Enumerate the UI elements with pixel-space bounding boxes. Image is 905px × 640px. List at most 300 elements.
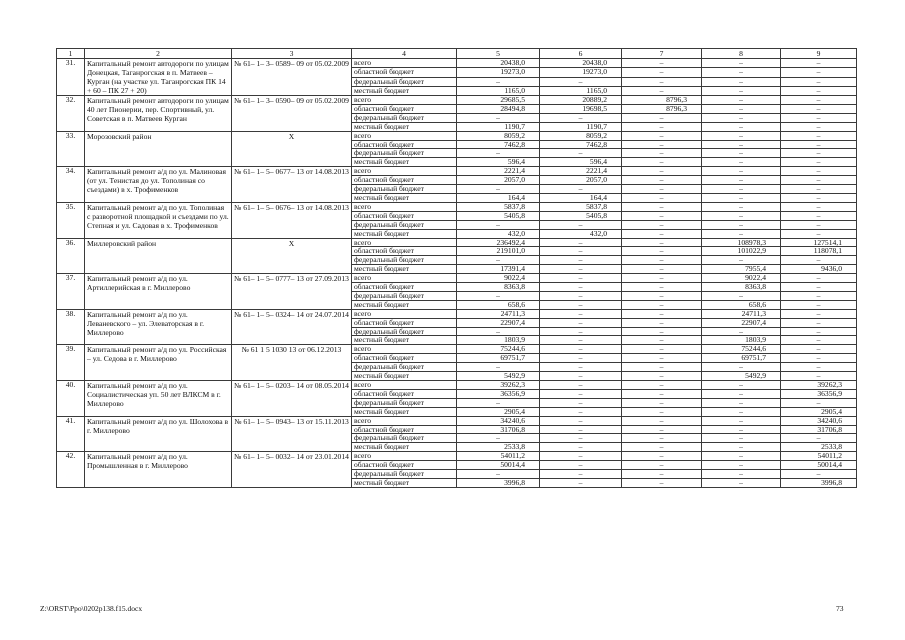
- funding-source: федеральный бюджет: [352, 398, 457, 407]
- expertise-document: № 61– 1– 5– 0032– 14 от 23.01.2014: [232, 452, 352, 488]
- funding-source: областной бюджет: [352, 389, 457, 398]
- amount-cell: –: [622, 238, 702, 247]
- amount-cell: –: [781, 149, 857, 158]
- amount-cell: 8059,2: [540, 131, 622, 140]
- page-number: 73: [836, 604, 844, 613]
- amount-cell: –: [622, 77, 702, 86]
- amount-cell: –: [702, 443, 781, 452]
- amount-cell: –: [781, 131, 857, 140]
- item-number: 32.: [57, 96, 85, 132]
- amount-cell: –: [622, 318, 702, 327]
- amount-cell: –: [622, 283, 702, 292]
- amount-cell: 164,4: [540, 193, 622, 202]
- amount-cell: –: [622, 149, 702, 158]
- amount-cell: –: [540, 185, 622, 194]
- column-number: 7: [622, 49, 702, 59]
- amount-cell: –: [622, 345, 702, 354]
- amount-cell: –: [781, 363, 857, 372]
- amount-cell: –: [540, 407, 622, 416]
- amount-cell: –: [702, 461, 781, 470]
- amount-cell: 1165,0: [457, 86, 540, 95]
- table-row: [57, 59, 857, 68]
- amount-cell: 2533,8: [457, 443, 540, 452]
- item-number: 42.: [57, 452, 85, 488]
- object-name: Капитальный ремонт а/д по ул. Шолохова в г. Миллерово: [85, 416, 232, 452]
- amount-cell: 22907,4: [702, 318, 781, 327]
- amount-cell: –: [781, 202, 857, 211]
- funding-source: федеральный бюджет: [352, 77, 457, 86]
- amount-cell: 20438,0: [457, 59, 540, 68]
- amount-cell: –: [781, 220, 857, 229]
- object-name: Капитальный ремонт а/д по ул. Промышленная в г. Миллерово: [85, 452, 232, 488]
- amount-cell: 31706,8: [457, 425, 540, 434]
- expertise-document: Х: [232, 238, 352, 274]
- amount-cell: –: [781, 336, 857, 345]
- amount-cell: –: [622, 300, 702, 309]
- amount-cell: –: [622, 131, 702, 140]
- amount-cell: 17391,4: [457, 265, 540, 274]
- funding-source: федеральный бюджет: [352, 113, 457, 122]
- amount-cell: 101022,9: [702, 247, 781, 256]
- amount-cell: –: [702, 291, 781, 300]
- amount-cell: –: [702, 478, 781, 487]
- funding-source: местный бюджет: [352, 407, 457, 416]
- funding-source: областной бюджет: [352, 461, 457, 470]
- amount-cell: –: [702, 193, 781, 202]
- funding-source: всего: [352, 131, 457, 140]
- amount-cell: –: [540, 336, 622, 345]
- amount-cell: 432,0: [540, 229, 622, 238]
- amount-cell: 7462,8: [457, 140, 540, 149]
- amount-cell: 1803,9: [457, 336, 540, 345]
- expertise-document: Х: [232, 131, 352, 167]
- amount-cell: –: [781, 274, 857, 283]
- amount-cell: –: [781, 122, 857, 131]
- funding-source: федеральный бюджет: [352, 434, 457, 443]
- amount-cell: –: [622, 470, 702, 479]
- table-row: [57, 274, 857, 283]
- amount-cell: –: [781, 77, 857, 86]
- funding-source: федеральный бюджет: [352, 470, 457, 479]
- column-number: 5: [457, 49, 540, 59]
- funding-source: местный бюджет: [352, 300, 457, 309]
- amount-cell: –: [540, 381, 622, 390]
- amount-cell: –: [622, 247, 702, 256]
- amount-cell: 54011,2: [781, 452, 857, 461]
- funding-source: областной бюджет: [352, 247, 457, 256]
- funding-source: областной бюджет: [352, 104, 457, 113]
- amount-cell: 2221,4: [540, 167, 622, 176]
- amount-cell: –: [540, 345, 622, 354]
- amount-cell: –: [702, 229, 781, 238]
- amount-cell: –: [781, 211, 857, 220]
- expertise-document: № 61 1 5 1030 13 от 06.12.2013: [232, 345, 352, 381]
- item-number: 38.: [57, 309, 85, 345]
- funding-source: всего: [352, 452, 457, 461]
- amount-cell: –: [622, 478, 702, 487]
- amount-cell: 34240,6: [457, 416, 540, 425]
- item-number: 33.: [57, 131, 85, 167]
- amount-cell: –: [622, 68, 702, 77]
- amount-cell: –: [781, 86, 857, 95]
- amount-cell: 29685,5: [457, 96, 540, 105]
- amount-cell: –: [702, 470, 781, 479]
- object-name: Миллеровский район: [85, 238, 232, 274]
- amount-cell: –: [702, 389, 781, 398]
- amount-cell: 75244,6: [702, 345, 781, 354]
- amount-cell: –: [540, 363, 622, 372]
- table-row: [57, 167, 857, 176]
- column-number-row: [57, 49, 857, 59]
- amount-cell: –: [622, 372, 702, 381]
- amount-cell: 31706,8: [781, 425, 857, 434]
- amount-cell: –: [540, 372, 622, 381]
- amount-cell: –: [540, 354, 622, 363]
- amount-cell: –: [622, 434, 702, 443]
- funding-source: всего: [352, 345, 457, 354]
- amount-cell: –: [622, 452, 702, 461]
- amount-cell: 8363,8: [457, 283, 540, 292]
- amount-cell: –: [622, 158, 702, 167]
- table-row: [57, 381, 857, 390]
- amount-cell: –: [702, 140, 781, 149]
- amount-cell: 5837,8: [457, 202, 540, 211]
- amount-cell: –: [622, 86, 702, 95]
- amount-cell: 22907,4: [457, 318, 540, 327]
- amount-cell: 1803,9: [702, 336, 781, 345]
- amount-cell: –: [702, 452, 781, 461]
- funding-source: местный бюджет: [352, 122, 457, 131]
- amount-cell: 39262,3: [457, 381, 540, 390]
- amount-cell: 2533,8: [781, 443, 857, 452]
- amount-cell: –: [702, 398, 781, 407]
- amount-cell: –: [702, 104, 781, 113]
- amount-cell: –: [781, 291, 857, 300]
- amount-cell: –: [702, 211, 781, 220]
- amount-cell: –: [781, 398, 857, 407]
- amount-cell: 2905,4: [781, 407, 857, 416]
- funding-source: всего: [352, 96, 457, 105]
- amount-cell: –: [702, 86, 781, 95]
- amount-cell: –: [540, 309, 622, 318]
- amount-cell: –: [702, 122, 781, 131]
- funding-source: всего: [352, 167, 457, 176]
- amount-cell: –: [622, 363, 702, 372]
- amount-cell: –: [702, 202, 781, 211]
- amount-cell: –: [781, 59, 857, 68]
- funding-source: федеральный бюджет: [352, 327, 457, 336]
- amount-cell: –: [622, 211, 702, 220]
- amount-cell: –: [622, 336, 702, 345]
- amount-cell: 7955,4: [702, 265, 781, 274]
- amount-cell: –: [702, 407, 781, 416]
- amount-cell: –: [540, 470, 622, 479]
- column-number: 6: [540, 49, 622, 59]
- amount-cell: 19273,0: [540, 68, 622, 77]
- amount-cell: –: [781, 68, 857, 77]
- amount-cell: –: [540, 434, 622, 443]
- amount-cell: –: [540, 389, 622, 398]
- amount-cell: –: [540, 291, 622, 300]
- funding-source: федеральный бюджет: [352, 291, 457, 300]
- funding-source: всего: [352, 416, 457, 425]
- amount-cell: –: [781, 372, 857, 381]
- amount-cell: –: [457, 327, 540, 336]
- amount-cell: 219101,0: [457, 247, 540, 256]
- amount-cell: –: [622, 407, 702, 416]
- amount-cell: –: [781, 345, 857, 354]
- amount-cell: 8059,2: [457, 131, 540, 140]
- object-name: Морозовский район: [85, 131, 232, 167]
- amount-cell: –: [781, 96, 857, 105]
- funding-source: местный бюджет: [352, 478, 457, 487]
- amount-cell: 3996,8: [781, 478, 857, 487]
- amount-cell: –: [702, 149, 781, 158]
- expertise-document: № 61– 1– 5– 0943– 13 от 15.11.2013: [232, 416, 352, 452]
- amount-cell: 2057,0: [540, 176, 622, 185]
- funding-source: всего: [352, 309, 457, 318]
- amount-cell: –: [457, 149, 540, 158]
- table-row: [57, 131, 857, 140]
- amount-cell: 7462,8: [540, 140, 622, 149]
- item-number: 36.: [57, 238, 85, 274]
- amount-cell: –: [540, 461, 622, 470]
- amount-cell: –: [540, 327, 622, 336]
- object-name: Капитальный ремонт автодороги по улицам Донецкая, Таганрогская в п. Матвеев – Курган (на участке ул. Таганрогская ПК 14 + 60 – ПК 27 + 20): [85, 59, 232, 96]
- amount-cell: –: [540, 283, 622, 292]
- amount-cell: –: [622, 327, 702, 336]
- amount-cell: –: [781, 283, 857, 292]
- funding-source: всего: [352, 381, 457, 390]
- funding-source: областной бюджет: [352, 425, 457, 434]
- amount-cell: –: [781, 176, 857, 185]
- amount-cell: –: [702, 131, 781, 140]
- funding-source: местный бюджет: [352, 229, 457, 238]
- amount-cell: –: [540, 452, 622, 461]
- item-number: 39.: [57, 345, 85, 381]
- amount-cell: –: [540, 238, 622, 247]
- funding-source: местный бюджет: [352, 193, 457, 202]
- amount-cell: –: [457, 434, 540, 443]
- amount-cell: –: [457, 113, 540, 122]
- amount-cell: –: [622, 229, 702, 238]
- amount-cell: –: [781, 104, 857, 113]
- amount-cell: –: [702, 434, 781, 443]
- amount-cell: 2905,4: [457, 407, 540, 416]
- amount-cell: –: [622, 193, 702, 202]
- expertise-document: № 61– 1– 3– 0590– 09 от 05.02.2009: [232, 96, 352, 132]
- funding-source: местный бюджет: [352, 265, 457, 274]
- amount-cell: –: [702, 59, 781, 68]
- amount-cell: 9022,4: [702, 274, 781, 283]
- amount-cell: –: [781, 229, 857, 238]
- amount-cell: 36356,9: [457, 389, 540, 398]
- table-row: [57, 452, 857, 461]
- amount-cell: 69751,7: [702, 354, 781, 363]
- table-row: [57, 416, 857, 425]
- table-row: [57, 202, 857, 211]
- amount-cell: 39262,3: [781, 381, 857, 390]
- funding-source: областной бюджет: [352, 318, 457, 327]
- amount-cell: –: [457, 398, 540, 407]
- amount-cell: –: [781, 300, 857, 309]
- amount-cell: 432,0: [457, 229, 540, 238]
- object-name: Капитальный ремонт а/д по ул. Малиновая (от ул. Тенистая до ул. Тополиная со съездами) в х. Трофименков: [85, 167, 232, 203]
- amount-cell: –: [702, 68, 781, 77]
- amount-cell: –: [622, 389, 702, 398]
- funding-source: областной бюджет: [352, 176, 457, 185]
- amount-cell: –: [622, 265, 702, 274]
- object-name: Капитальный ремонт а/д по ул. Тополиная с разворотной площадкой и съездами по ул. Степная и ул. Садовая в х. Трофименков: [85, 202, 232, 238]
- expertise-document: № 61– 1– 5– 0676– 13 от 14.08.2013: [232, 202, 352, 238]
- funding-source: местный бюджет: [352, 372, 457, 381]
- funding-source: областной бюджет: [352, 354, 457, 363]
- funding-source: областной бюджет: [352, 68, 457, 77]
- amount-cell: –: [702, 256, 781, 265]
- amount-cell: 34240,6: [781, 416, 857, 425]
- amount-cell: –: [622, 291, 702, 300]
- amount-cell: –: [622, 274, 702, 283]
- amount-cell: –: [702, 416, 781, 425]
- amount-cell: –: [540, 256, 622, 265]
- amount-cell: –: [540, 265, 622, 274]
- amount-cell: 164,4: [457, 193, 540, 202]
- amount-cell: –: [622, 256, 702, 265]
- expertise-document: № 61– 1– 5– 0203– 14 от 08.05.2014: [232, 381, 352, 417]
- amount-cell: –: [622, 398, 702, 407]
- amount-cell: –: [781, 113, 857, 122]
- amount-cell: –: [540, 274, 622, 283]
- amount-cell: –: [540, 77, 622, 86]
- funding-source: местный бюджет: [352, 336, 457, 345]
- item-number: 41.: [57, 416, 85, 452]
- column-number: 2: [85, 49, 232, 59]
- amount-cell: 1190,7: [540, 122, 622, 131]
- amount-cell: –: [622, 59, 702, 68]
- amount-cell: –: [540, 220, 622, 229]
- funding-source: областной бюджет: [352, 211, 457, 220]
- amount-cell: 2221,4: [457, 167, 540, 176]
- amount-cell: –: [457, 185, 540, 194]
- expertise-document: № 61– 1– 3– 0589– 09 от 05.02.2009: [232, 59, 352, 96]
- amount-cell: –: [702, 220, 781, 229]
- object-name: Капитальный ремонт а/д по ул. Российская – ул. Седова в г. Миллерово: [85, 345, 232, 381]
- amount-cell: –: [622, 425, 702, 434]
- amount-cell: –: [622, 354, 702, 363]
- funding-source: федеральный бюджет: [352, 149, 457, 158]
- amount-cell: –: [540, 443, 622, 452]
- item-number: 31.: [57, 59, 85, 96]
- funding-source: областной бюджет: [352, 283, 457, 292]
- amount-cell: –: [781, 256, 857, 265]
- amount-cell: –: [622, 167, 702, 176]
- amount-cell: –: [781, 158, 857, 167]
- amount-cell: 236492,4: [457, 238, 540, 247]
- item-number: 40.: [57, 381, 85, 417]
- funding-source: федеральный бюджет: [352, 220, 457, 229]
- amount-cell: –: [702, 113, 781, 122]
- funding-source: всего: [352, 274, 457, 283]
- amount-cell: 658,6: [702, 300, 781, 309]
- item-number: 35.: [57, 202, 85, 238]
- amount-cell: 8363,8: [702, 283, 781, 292]
- table-row: [57, 309, 857, 318]
- amount-cell: –: [540, 113, 622, 122]
- funding-source: федеральный бюджет: [352, 185, 457, 194]
- amount-cell: 658,6: [457, 300, 540, 309]
- amount-cell: –: [702, 96, 781, 105]
- amount-cell: –: [540, 318, 622, 327]
- amount-cell: –: [540, 425, 622, 434]
- amount-cell: –: [781, 193, 857, 202]
- amount-cell: 118078,1: [781, 247, 857, 256]
- amount-cell: 108978,3: [702, 238, 781, 247]
- amount-cell: –: [702, 381, 781, 390]
- funding-source: областной бюджет: [352, 140, 457, 149]
- funding-source: местный бюджет: [352, 158, 457, 167]
- amount-cell: –: [702, 158, 781, 167]
- amount-cell: –: [702, 185, 781, 194]
- amount-cell: 20889,2: [540, 96, 622, 105]
- amount-cell: –: [702, 327, 781, 336]
- amount-cell: –: [622, 443, 702, 452]
- table-row: [57, 345, 857, 354]
- amount-cell: 50014,4: [457, 461, 540, 470]
- amount-cell: –: [540, 416, 622, 425]
- amount-cell: 8796,3: [622, 96, 702, 105]
- amount-cell: –: [457, 291, 540, 300]
- funding-source: всего: [352, 59, 457, 68]
- object-name: Капитальный ремонт а/д по ул. Леваневского – ул. Элеваторская в г. Миллерово: [85, 309, 232, 345]
- object-name: Капитальный ремонт а/д по ул. Социалистическая уп. 50 лет ВЛКСМ в г. Миллерово: [85, 381, 232, 417]
- amount-cell: 8796,3: [622, 104, 702, 113]
- amount-cell: –: [702, 425, 781, 434]
- amount-cell: –: [781, 470, 857, 479]
- object-name: Капитальный ремонт автодороги по улицам 40 лет Пионерии, пер. Спортивный, ул. Советская в п. Матвеев Курган: [85, 96, 232, 132]
- item-number: 37.: [57, 274, 85, 310]
- amount-cell: 19698,5: [540, 104, 622, 113]
- amount-cell: 5405,8: [540, 211, 622, 220]
- amount-cell: 54011,2: [457, 452, 540, 461]
- budget-table: [56, 48, 857, 488]
- amount-cell: 596,4: [457, 158, 540, 167]
- amount-cell: –: [781, 185, 857, 194]
- expertise-document: № 61– 1– 5– 0324– 14 от 24.07.2014: [232, 309, 352, 345]
- amount-cell: –: [622, 220, 702, 229]
- amount-cell: 9022,4: [457, 274, 540, 283]
- funding-source: федеральный бюджет: [352, 363, 457, 372]
- amount-cell: –: [781, 140, 857, 149]
- amount-cell: –: [622, 140, 702, 149]
- amount-cell: 127514,1: [781, 238, 857, 247]
- amount-cell: –: [540, 149, 622, 158]
- amount-cell: –: [457, 470, 540, 479]
- column-number: 9: [781, 49, 857, 59]
- column-number: 1: [57, 49, 85, 59]
- amount-cell: –: [457, 220, 540, 229]
- amount-cell: –: [622, 113, 702, 122]
- column-number: 3: [232, 49, 352, 59]
- amount-cell: 20438,0: [540, 59, 622, 68]
- amount-cell: 28494,8: [457, 104, 540, 113]
- amount-cell: 75244,6: [457, 345, 540, 354]
- amount-cell: –: [781, 434, 857, 443]
- column-number: 8: [702, 49, 781, 59]
- table-row: [57, 238, 857, 247]
- amount-cell: –: [702, 363, 781, 372]
- amount-cell: –: [540, 398, 622, 407]
- amount-cell: –: [702, 167, 781, 176]
